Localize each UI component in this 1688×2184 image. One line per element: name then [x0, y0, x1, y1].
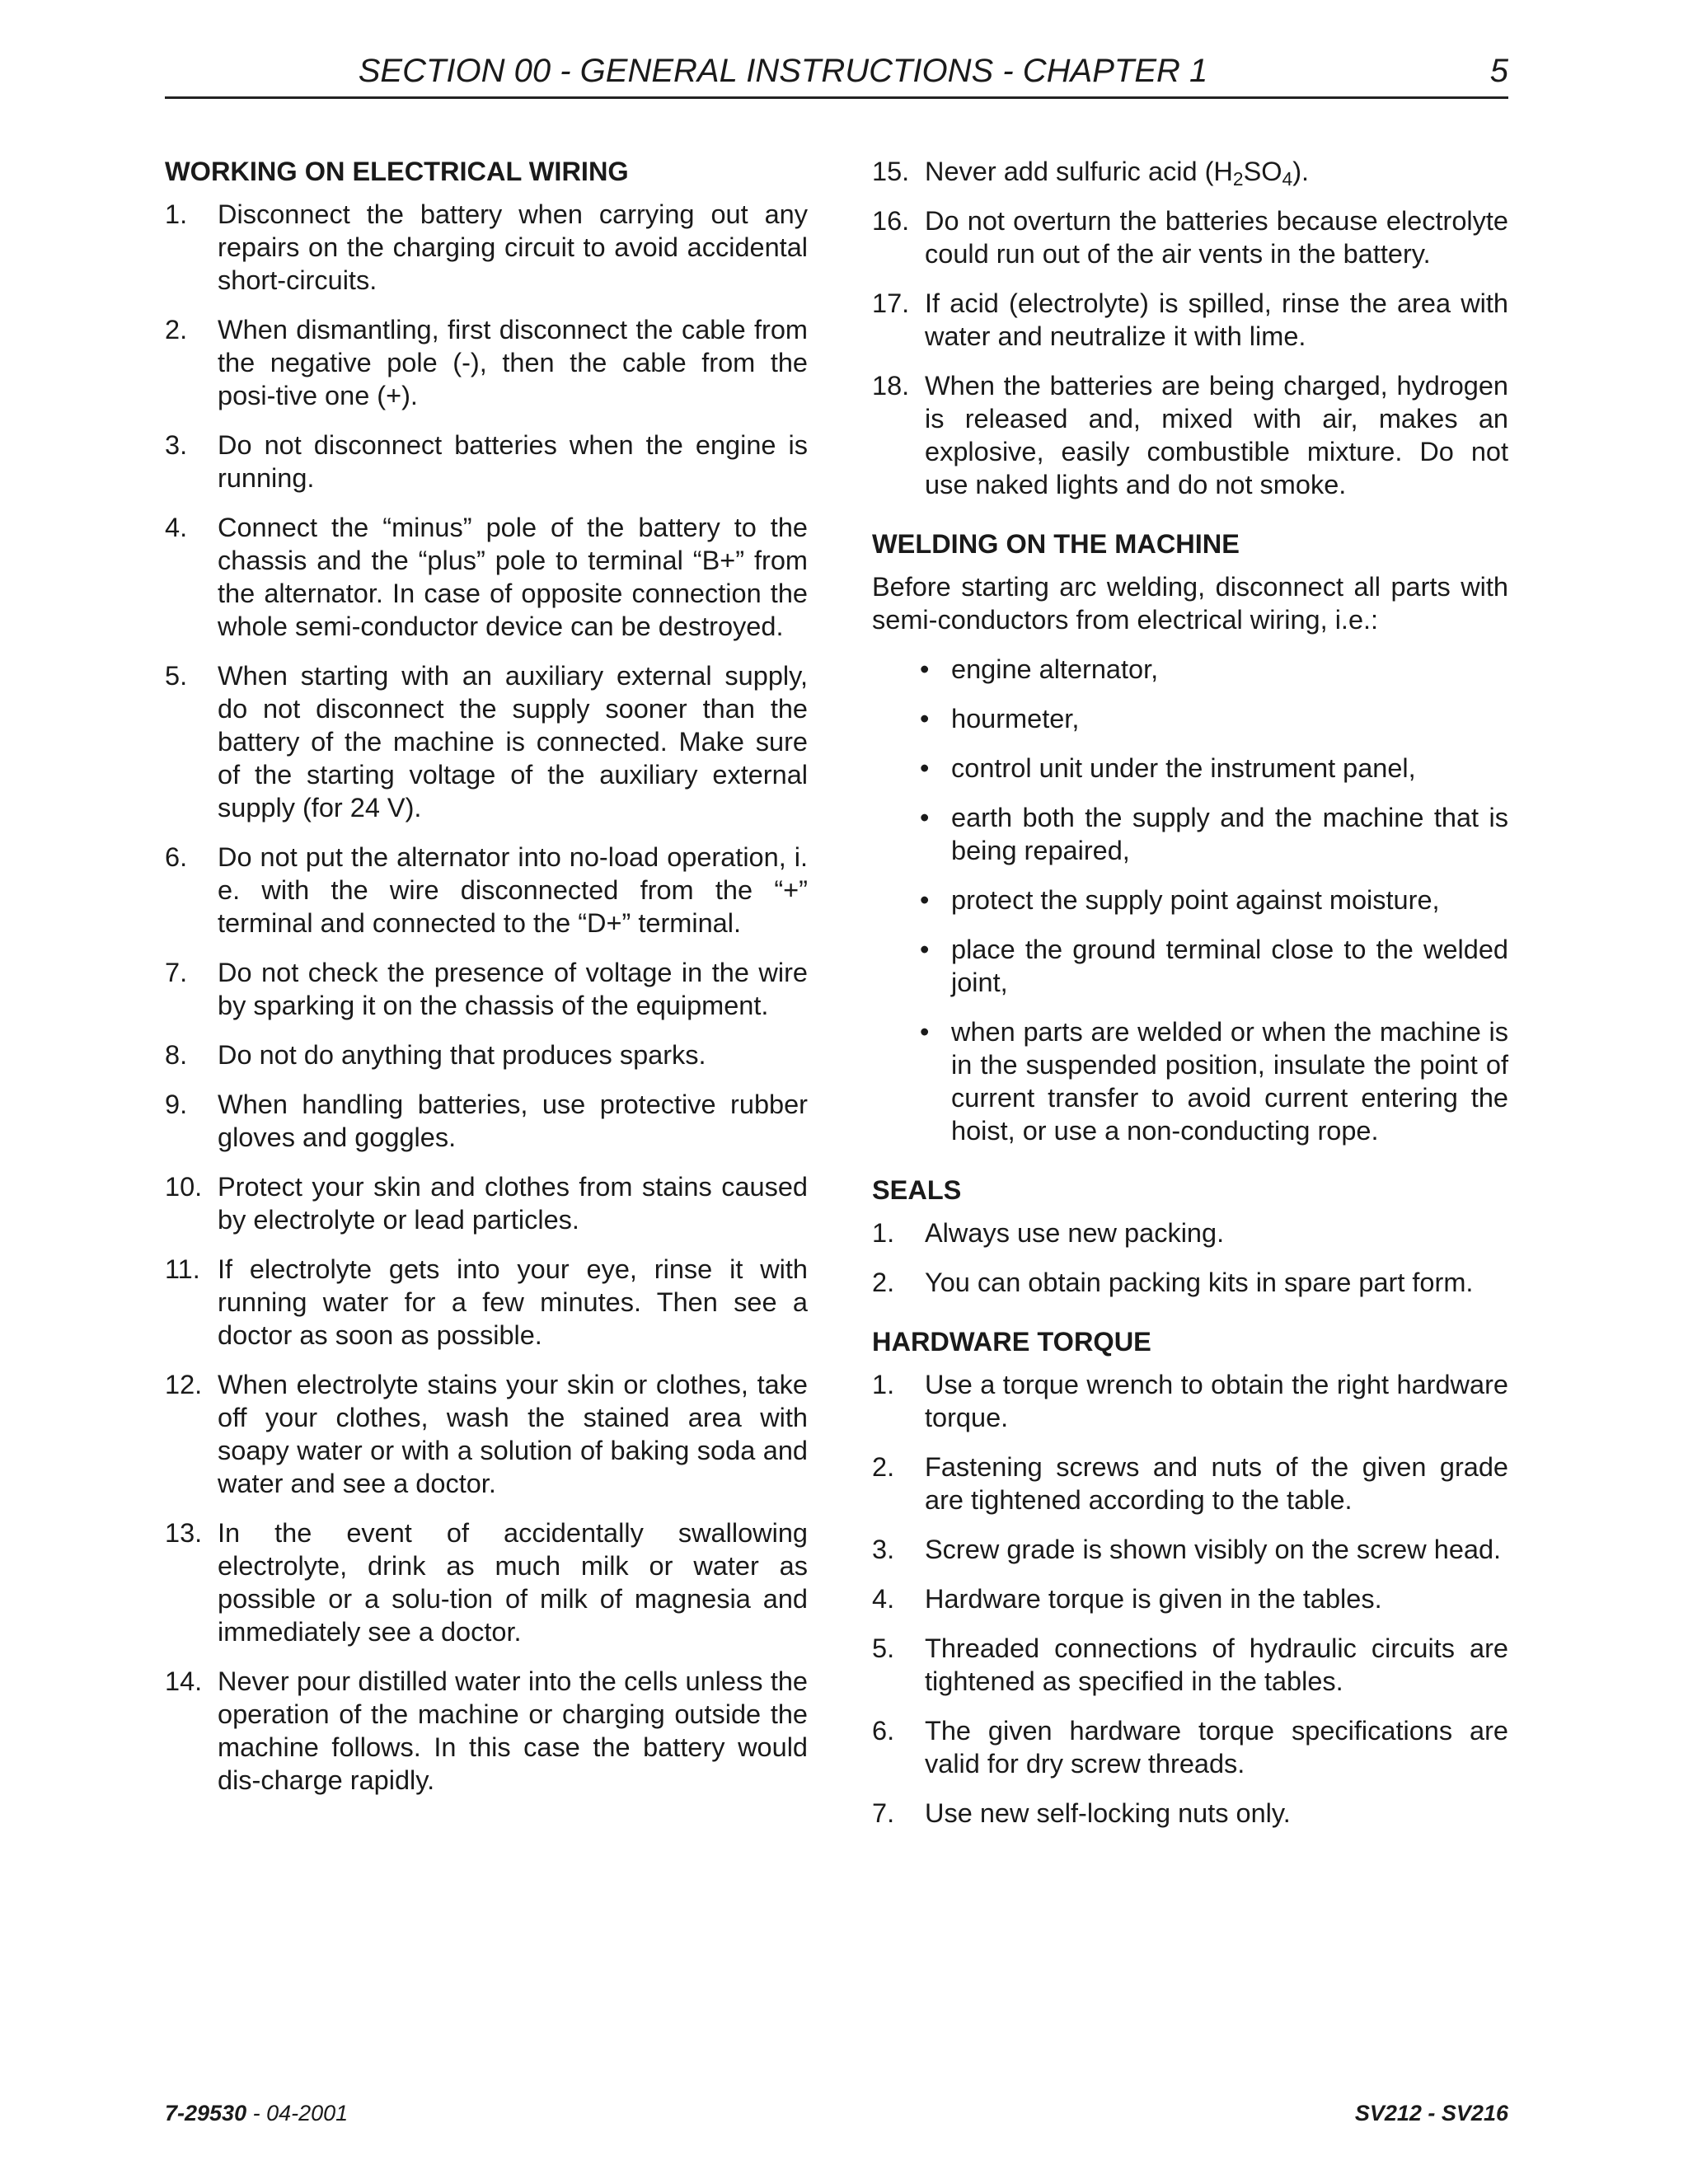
- bullet-item: [920, 653, 1508, 686]
- page-header-title: SECTION 00 - GENERAL INSTRUCTIONS - CHAPTER 1: [358, 53, 1208, 89]
- item-text: When electrolyte stains your skin or clothes, take off your clothes, wash the stained area with soapy water or with a solution of baking soda and water and see a doctor.: [218, 1370, 808, 1498]
- item-text: In the event of accidentally swallowing electrolyte, drink as much milk or water as possible or a solu-tion of milk of magnesia and immediately see a doctor.: [218, 1518, 808, 1647]
- bullet-icon: •: [920, 885, 930, 915]
- item-number: 7.: [165, 958, 188, 987]
- subscript: 2: [1232, 168, 1244, 190]
- item-number: 13.: [165, 1518, 203, 1548]
- item-number: 9.: [165, 1090, 188, 1119]
- item-text: If acid (electrolyte) is spilled, rinse the area with water and neutralize it with lime.: [925, 288, 1508, 351]
- bullet-item: [920, 1015, 1508, 1147]
- item-text: Do not overturn the batteries because electrolyte could run out of the air vents in the battery.: [925, 206, 1508, 269]
- footer-document-info: [165, 2100, 348, 2126]
- item-text: Do not do anything that produces sparks.: [218, 1040, 706, 1070]
- item-number: 2.: [872, 1452, 895, 1482]
- list-item: [872, 1216, 1508, 1249]
- item-text: When the batteries are being charged, hydrogen is released and, mixed with air, makes an explosive, easily combustible mixture. Do not use naked lights and do not smoke.: [925, 371, 1508, 499]
- list-item: [872, 1266, 1508, 1299]
- bullet-text: hourmeter,: [951, 704, 1080, 733]
- bullet-text: engine alternator,: [951, 654, 1159, 684]
- list-item: [165, 511, 808, 643]
- list-item: [872, 1632, 1508, 1698]
- bullet-text: control unit under the instrument panel,: [951, 753, 1416, 783]
- item-number: 4.: [872, 1584, 895, 1614]
- hardware-torque-list: [872, 1368, 1508, 1830]
- item-text: Protect your skin and clothes from stains caused by electrolyte or lead particles.: [218, 1172, 808, 1235]
- item-text: Screw grade is shown visibly on the screw head.: [925, 1535, 1502, 1564]
- item-number: 11.: [165, 1254, 200, 1284]
- list-item: [165, 956, 808, 1022]
- item-number: 1.: [165, 199, 188, 229]
- section-heading-seals: SEALS: [872, 1175, 962, 1205]
- list-item: [165, 198, 808, 297]
- list-item: [165, 841, 808, 940]
- item-text: Use a torque wrench to obtain the right hardware torque.: [925, 1370, 1508, 1432]
- list-item: [165, 1253, 808, 1352]
- list-item: [165, 1170, 808, 1236]
- page-number: 5: [1489, 53, 1508, 89]
- item-text: Threaded connections of hydraulic circuits are tightened as specified in the tables.: [925, 1633, 1508, 1696]
- item-number: 2.: [872, 1268, 895, 1297]
- list-item: [872, 1368, 1508, 1434]
- item-text: Never pour distilled water into the cells unless the operation of the machine or charging outside the machine follows. In this case the battery would dis-charge rapidly.: [218, 1666, 808, 1795]
- item-text: The given hardware torque specifications are valid for dry screw threads.: [925, 1716, 1508, 1779]
- list-item: [165, 1665, 808, 1797]
- item-number: 17.: [872, 288, 910, 318]
- item-number: 16.: [872, 206, 910, 236]
- item-text-part: Never add sulfuric acid (H: [925, 157, 1233, 186]
- list-item: [872, 204, 1508, 270]
- bullet-item: [920, 801, 1508, 867]
- item-text: When dismantling, first disconnect the cable from the negative pole (-), then the cable from the posi-tive one (+).: [218, 315, 808, 410]
- item-number: 14.: [165, 1666, 203, 1696]
- list-item: [165, 1038, 808, 1071]
- subscript: 4: [1282, 168, 1293, 190]
- item-number: 3.: [872, 1535, 895, 1564]
- section-heading-welding: WELDING ON THE MACHINE: [872, 529, 1240, 559]
- item-number: 7.: [872, 1798, 895, 1828]
- bullet-text: protect the supply point against moisture,: [951, 885, 1440, 915]
- electrical-wiring-list-continued: [872, 155, 1508, 501]
- bullet-item: [920, 933, 1508, 999]
- list-item: [872, 1533, 1508, 1566]
- footer-models: SV212 - SV216: [1354, 2101, 1508, 2125]
- item-number: 5.: [165, 661, 188, 691]
- bullet-icon: •: [920, 753, 930, 783]
- item-number: 12.: [165, 1370, 203, 1399]
- header-divider: [165, 96, 1508, 99]
- bullet-icon: •: [920, 935, 930, 964]
- item-text-part: SO: [1243, 157, 1282, 186]
- item-text: Always use new packing.: [925, 1218, 1225, 1248]
- right-column: [872, 155, 1508, 1846]
- footer-separator: -: [246, 2101, 267, 2125]
- document-date: 04-2001: [266, 2101, 349, 2125]
- section-heading-electrical-wiring: WORKING ON ELECTRICAL WIRING: [165, 157, 629, 186]
- bullet-icon: •: [920, 654, 930, 684]
- list-item: [165, 313, 808, 412]
- list-item: [872, 1582, 1508, 1615]
- item-number: 5.: [872, 1633, 895, 1663]
- electrical-wiring-list: [165, 198, 808, 1797]
- item-text: Do not put the alternator into no-load operation, i. e. with the wire disconnected from the “+” terminal and connected to the “D+” terminal.: [218, 842, 808, 938]
- list-item: [165, 1088, 808, 1154]
- bullet-item: [920, 883, 1508, 916]
- item-text: [925, 157, 1310, 190]
- item-number: 10.: [165, 1172, 203, 1202]
- item-number: 3.: [165, 430, 188, 460]
- list-item: [165, 659, 808, 824]
- item-text: Fastening screws and nuts of the given grade are tightened according to the table.: [925, 1452, 1508, 1515]
- item-number: 18.: [872, 371, 910, 401]
- list-item: [872, 1797, 1508, 1830]
- item-number: 8.: [165, 1040, 188, 1070]
- welding-intro: Before starting arc welding, disconnect all parts with semi-conductors from electrical wiring, i.e.:: [872, 572, 1508, 635]
- left-column: [165, 155, 808, 1813]
- item-number: 15.: [872, 157, 910, 186]
- list-item: [165, 429, 808, 494]
- item-text: When starting with an auxiliary external supply, do not disconnect the supply sooner than the battery of the machine is connected. Make sure of the starting voltage of the auxiliary external supply (for 24 V).: [218, 661, 808, 823]
- item-text: Hardware torque is given in the tables.: [925, 1584, 1382, 1614]
- list-item: [165, 1516, 808, 1648]
- list-item: [872, 287, 1508, 353]
- item-text: If electrolyte gets into your eye, rinse it with running water for a few minutes. Then see a doctor as soon as possible.: [218, 1254, 808, 1350]
- item-number: 1.: [872, 1218, 895, 1248]
- list-item: [872, 1451, 1508, 1516]
- bullet-item: [920, 702, 1508, 735]
- list-item: [165, 1368, 808, 1500]
- list-item: [872, 1714, 1508, 1780]
- list-item: [872, 369, 1508, 501]
- bullet-icon: •: [920, 803, 930, 832]
- item-number: 4.: [165, 513, 188, 542]
- document-number: 7-29530: [165, 2101, 247, 2125]
- bullet-text: when parts are welded or when the machine is in the suspended position, insulate the point of current transfer to avoid current entering the hoist, or use a non-conducting rope.: [951, 1017, 1508, 1146]
- bullet-text: earth both the supply and the machine that is being repaired,: [951, 803, 1508, 865]
- list-item: [872, 155, 1508, 188]
- item-number: 1.: [872, 1370, 895, 1399]
- bullet-text: place the ground terminal close to the welded joint,: [951, 935, 1508, 997]
- item-number: 2.: [165, 315, 188, 344]
- item-number: 6.: [165, 842, 188, 872]
- seals-list: [872, 1216, 1508, 1299]
- bullet-icon: •: [920, 1017, 930, 1047]
- bullet-icon: •: [920, 704, 930, 733]
- item-text: Do not check the presence of voltage in the wire by sparking it on the chassis of the equipment.: [218, 958, 808, 1020]
- item-text: Use new self-locking nuts only.: [925, 1798, 1291, 1828]
- item-text: Disconnect the battery when carrying out any repairs on the charging circuit to avoid accidental short-circuits.: [218, 199, 808, 295]
- item-text: When handling batteries, use protective rubber gloves and goggles.: [218, 1090, 808, 1152]
- item-text: You can obtain packing kits in spare part form.: [925, 1268, 1474, 1297]
- item-text: Do not disconnect batteries when the engine is running.: [218, 430, 808, 493]
- item-text-part: ).: [1292, 157, 1310, 186]
- welding-bullet-list: [872, 653, 1508, 1147]
- section-heading-hardware-torque: HARDWARE TORQUE: [872, 1327, 1151, 1357]
- bullet-item: [920, 752, 1508, 785]
- item-number: 6.: [872, 1716, 895, 1746]
- item-text: Connect the “minus” pole of the battery to the chassis and the “plus” pole to terminal “B+” from the alternator. In case of opposite connection the whole semi-conductor device can be destroyed.: [218, 513, 808, 641]
